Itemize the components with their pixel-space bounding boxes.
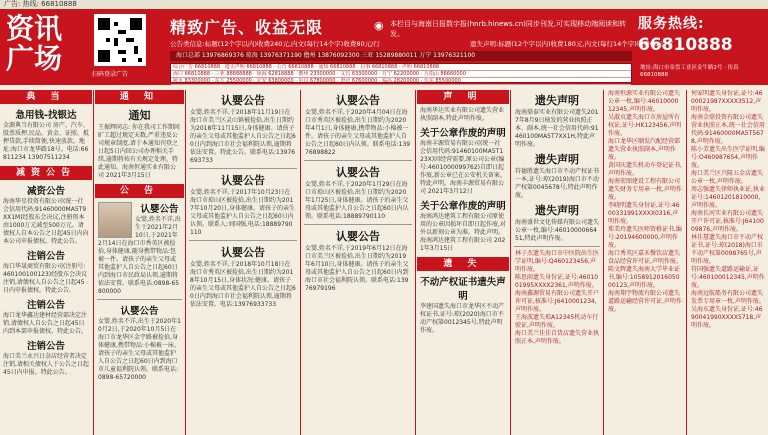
column-divider	[185, 90, 186, 435]
service-note: 地址:海口市金盘工业区金牛路2号 · 传真 66810888	[640, 65, 739, 78]
column-lost-1	[512, 90, 602, 435]
list-item: 林子杰遗失海口市中医院出生医学证明,编号:Q460123456,声明作废。	[515, 250, 600, 273]
column-statement	[417, 90, 509, 435]
list-item: 海南翔宇物流有限公司遗失道路运输经营许可证,声明作废。	[608, 290, 682, 313]
list-item: 陈思雨遗失身份证,证号:4601001995XXXX2361,声明作废。	[515, 274, 599, 289]
list-item: 吴海东遗失身份证,证号:4690041990XXXX5718,声明作废。	[691, 306, 763, 329]
list-item: 海南鑫源贸易有限公司遗失开户许可证,核准号:J6410001234,声明作废。	[515, 290, 600, 313]
list-item: 海南恒源实业有限公司遗失公章一枚,编号:4601000012345,声明作废。	[608, 90, 681, 113]
column-adoption-1	[187, 90, 299, 435]
ad-body: 海南丰源贸易有限公司(统一社会信用代码:91460100MA5T123X)因经营需要,原公司公章(编号:4601000099762)自即日起作废,新公章已在公安机关备案。特此声明。海南丰源贸易有限公司 2021年3月12日	[420, 140, 506, 195]
header-banner	[0, 9, 768, 85]
grid-row: 陵水 83300000 · 东方 25500000 · 定安 63800000 · 屯昌 67800000 · 澄迈 67600000 · 临高 28200000 · 乐东 85500000	[171, 78, 631, 85]
list-item: 陈小芳遗失出生医学证明,编号:O460987654,声明作废。	[691, 146, 765, 169]
banner-capital-reduction: 减资公告	[0, 166, 92, 180]
qr-code-icon	[94, 14, 146, 66]
ad-title: 通知	[128, 109, 151, 122]
column-divider	[300, 90, 301, 435]
ad-title: 关于公章作废的声明	[420, 128, 506, 139]
banner-statement: 声 明	[417, 90, 509, 104]
ad-title: 注销公告	[26, 300, 65, 311]
list-item: 符国强遗失道路运输证,证号:460100012345,声明作废。	[691, 266, 765, 289]
ad-body: 海南华达实业有限公司遗失营业执照副本,特此声明作废。	[420, 107, 505, 122]
banner-pawn: 典 当	[0, 90, 92, 104]
ad-body: 海南鸿达建筑工程有限公司原使用的公章因损坏自即日起作废,对外以新刻公章为准。特此声明。海南鸿达建筑工程有限公司 2021年3月15日	[420, 213, 506, 252]
ad-body: 海南盛世文化传媒有限公司遗失公章一枚,编号:4601000066451,特此声明作废。	[515, 219, 600, 242]
grid-row: 海口 66810888 · 三亚 88888888 · 琼海 62818888 · 儋州 23300000 · 文昌 63300000 · 万宁 62200000 · 五指山 86660000	[171, 71, 631, 78]
header-note: 本栏目与海南日报数字报(hnrb.hinews.cn)同步刊发,可实现移动端阅读和转发。	[390, 20, 627, 38]
section-logo	[6, 14, 88, 78]
logo-line1: 资讯	[6, 12, 63, 45]
divider	[189, 168, 297, 169]
ad-body: 海南鼎泰实业有限公司遗失2017年8月9日核发的营业执照正本、副本,统一社会信用代码:91460100MA5T7XX1H,特此声明作废。	[515, 109, 599, 148]
divider	[304, 160, 412, 161]
ad-body: 女婴,姓名不详,于2017年10月23日在海口市琼山区被捡拾,出生日期约为2017年10月20日,身体健康。请孩子的亲生父母或其他监护人自公告之日起60日内认领。联系人:刘国强,电话:18889790110	[190, 189, 295, 236]
list-item: 海口美兰区兴隆五金店遗失公章一枚,声明作废。	[691, 170, 764, 185]
ad-title: 注销公告	[26, 341, 65, 352]
divider	[304, 224, 412, 225]
ad-body: 海口美兰永兴日杂店经营者决定注销,请相关债权人于公告之日起45日内申报。特此公告。	[3, 353, 89, 376]
ad-title: 遗失声明	[535, 94, 579, 107]
ad-title: 遗失声明	[535, 153, 579, 166]
ad-body: 女婴,姓名不详,于2019年6月12日在海口市美兰区被捡拾,出生日期约为2019年6月10日,身体健康。请孩子的亲生父母或其他监护人自公告之日起60日内到海口市社会福利院认领。联系电话:13976979196	[305, 245, 409, 292]
ad-body: 王振辉同志: 你在我司工作期间旷工超过规定天数,严重违反公司规章制度,请于本通知刊登之日起5日内回公司办理相关手续,逾期将按有关规定处理。特此通知。海南恒通实业有限公司 2021年3月15日	[98, 124, 180, 179]
list-item: 郑美玲遗失医师资格证书,编号:20194600000,声明作废。	[608, 226, 682, 249]
list-item: 海南金鼎投资有限公司遗失营业执照正本,统一社会信用代码:91460000MA5T5678,声明作废。	[691, 114, 765, 145]
rates-right: 遗失声明:标题(12个字以内)收费180元,内文(每行14个字)收费60元/行	[470, 40, 674, 48]
ad-body: 女婴,姓名不详,于2018年10月18日在海口市秀英区被捡拾,出生日期约为2018年10月15日,身体状况:健康。请孩子的亲生父母或其他监护人自公告之日起60日内到海口市社会福利院认领,逾期将依法安置。电话:13976933733	[190, 261, 296, 308]
divider	[97, 299, 182, 300]
column-divider	[603, 90, 604, 435]
ad-title: 急用钱-找银达	[15, 110, 77, 121]
column-pawn	[0, 90, 92, 435]
grid-row: 综合广告 66810888 · 遗失声明 66810888 · 公告 66810888 · 通知 66810888 · 启事 66810888 · 声明 66810888	[171, 64, 631, 71]
ad-body: 女婴,姓名不详,出生于2020年10月2日,于2020年10月5日在海口市龙华区金宇路被捡拾,身体健康,携带物品:小棉被一床。请孩子的亲生父母或其他监护人自公告之日起60日内到海口市儿童福利院认领。联系电话:0898-65720000	[98, 318, 181, 381]
column-lost-3	[688, 90, 768, 435]
qr-caption: 扫码登录广告	[92, 71, 129, 78]
slogan: 精致广告、收益无限	[170, 18, 324, 37]
list-item: 吴淑贞遗失海口市房屋所有权证,证号:HK123456,声明作废。	[608, 114, 682, 137]
ad-title: 认婴公告	[221, 246, 265, 259]
service-label: 服务热线:	[638, 16, 705, 32]
list-item: 何家明遗失身份证,证号:4600021987XXXX3512,声明作废。	[691, 90, 763, 113]
ad-title: 认婴公告	[336, 94, 380, 107]
ad-body: 女婴,姓名不详,于2020年4月04日在海口市秀英区被捡拾,出生日期约为2020年4月1日,身体健康,携带物品:小棉被一件。请孩子的亲生父母或其他监护人自公告之日起60日内认领。联系电话:13976898822	[305, 109, 411, 156]
list-item: 李晓明遗失身份证,证号:4600331991XXXX0316,声明作废。	[608, 202, 680, 225]
ad-title: 认婴公告	[140, 204, 179, 215]
ad-title: 认婴公告	[336, 166, 380, 179]
ad-body: 女婴,姓名不详,出生于2021年2月10日,于2021年2月14日在海口市秀英区被捡拾,身体健康,随身携带物品:包被一件。请孩子的亲生父母或其他监护人自公告之日起60日内到海口市民政局认领,逾期将依法安置。联系电话:0898-65800000	[98, 216, 181, 295]
ad-title: 认婴公告	[336, 230, 380, 243]
ad-title: 关于公章作废的声明	[420, 201, 506, 212]
ad-body: 海口龙华鑫达建材经营部决定注销,请债权人自公告之日起45日内到本部申报债权。特此公告。	[3, 312, 88, 335]
list-item: 海口秀英区嘉禾餐饮店遗失食品经营许可证,声明作废。	[608, 250, 682, 265]
list-item: 王海波遗失琼A12345机动车行驶证,声明作废。	[515, 314, 599, 329]
list-item: 陈文辉遗失海南大学毕业证书,编号:105891201605000123,声明作废。	[608, 266, 681, 289]
list-item: 黄国庆遗失机动车登记证书,声明作废。	[608, 162, 682, 177]
column-adoption-2	[302, 90, 414, 435]
ad-body: 海口华晟商贸有限公司(注册号:460100100123)经股东会决议注销,请债权人自公告之日起45日内申报债权。特此公告。	[3, 263, 88, 294]
column-divider	[93, 90, 94, 435]
ad-body: 李建国遗失海口市龙华区不动产权证书,证号:琼(2020)海口市不动产权第0012345号,特此声明作废。	[420, 303, 505, 334]
column-divider	[510, 90, 511, 435]
banner-lost: 遗 失	[417, 257, 509, 271]
ad-title: 遗失声明	[535, 204, 579, 217]
ad-body: 符德胜遗失海口市不动产权证书一本,证号:琼(2019)海口市不动产权第0045678号,特此声明作废。	[515, 168, 600, 199]
ad-body: 女婴,姓名不详,于2020年1月29日在海口市琼山区被捡拾,出生日期约为2020年1月25日,身体健康。请孩子的亲生父母或其他监护人自公告之日起60日内认领。联系电话:18889790110	[305, 181, 409, 220]
banner-notice: 通 知	[95, 90, 184, 104]
ad-body: 金源典当有限公司 房产、汽车、股票质押,民品、黄金、证照、抵押贷款,手续简便,快速放款。地址:海口市龙华路18号。电话:66811234 13907511234	[3, 122, 89, 161]
logo-line2: 广场	[6, 42, 63, 75]
divider	[189, 240, 297, 241]
list-item: 海口美兰佳佳百货店遗失营业执照正本,声明作废。	[515, 330, 600, 345]
ad-body: 女婴,姓名不详,于2018年11月19日在海口市美兰区灵山镇被捡拾,出生日期约为2018年11月15日,身体健康。请孩子的亲生父母或其他监护人自公告之日起60日内到海口市社会福利院认领,逾期将依法安置。特此公告。联系电话:13976693733	[190, 109, 296, 164]
list-item: 林佳慧遗失海口市不动产权证书,证号:琼(2018)海口市不动产权第0098765号,声明作废。	[691, 234, 764, 265]
ad-title: 减资公告	[26, 186, 65, 197]
list-item: 海南长河实业有限公司遗失开户许可证,核准号:J6410009876,声明作废。	[691, 210, 764, 233]
rates-left: 公告类信息:标题(12个字以内)收费240元,内文(每行14个字)收费80元/行	[170, 40, 380, 48]
divider	[514, 246, 600, 247]
ad-body: 海南华星投资有限公司(统一社会信用代码:91460000MA5T9XX1M)经股东会决议,注册资本由1000万元减至500万元。请债权人自本公告之日起45日内向本公司申报债权。特此公告。	[3, 198, 89, 245]
ad-title: 认婴公告	[120, 306, 159, 317]
column-divider	[415, 90, 416, 435]
list-item: 海口龙华区顺发汽配经营部遗失营业执照副本,声明作废。	[608, 138, 681, 161]
ad-title: 认婴公告	[221, 174, 265, 187]
top-strip: 广告: 热线: 66810888	[0, 0, 768, 9]
banner-announcement: 公 告	[95, 184, 184, 198]
service-phone: 66810888	[638, 35, 733, 55]
ad-title: 不动产权证书遗失声明	[420, 277, 506, 302]
ad-title: 注销公告	[26, 251, 65, 262]
ad-title: 认婴公告	[221, 94, 265, 107]
wifi-icon: ◉	[374, 19, 384, 32]
column-lost-2	[605, 90, 685, 435]
phone-bar: 海口总部 13976869376 琼海 13976371190 儋州 13876092300 三亚 15289880011 万宁 13976321100	[170, 51, 632, 61]
list-item: 海南宏图建设工程有限公司遗失财务专用章一枚,声明作废。	[608, 178, 682, 201]
list-item: 周志强遗失律师执业证,执业证号:14601201810000,声明作废。	[691, 186, 765, 209]
column-notice	[95, 90, 184, 435]
price-grid	[170, 63, 632, 83]
column-divider	[686, 90, 687, 435]
list-item: 海南远航船务有限公司遗失发票专用章一枚,声明作废。	[691, 290, 765, 305]
infant-photo	[98, 202, 132, 238]
